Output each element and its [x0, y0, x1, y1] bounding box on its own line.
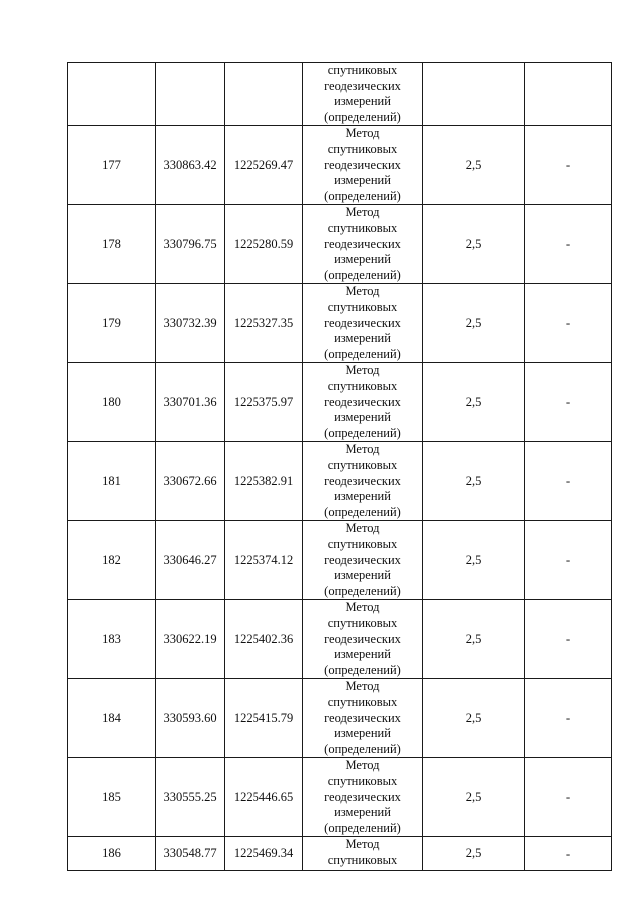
x-coordinate-cell: 330548.77	[156, 837, 225, 871]
method-cell	[303, 521, 423, 600]
method-cell	[303, 63, 423, 126]
method-cell	[303, 126, 423, 205]
x-coordinate-cell: 330796.75	[156, 205, 225, 284]
accuracy-cell: 2,5	[423, 126, 525, 205]
description-cell: -	[525, 521, 612, 600]
method-line: измерений	[334, 647, 391, 662]
method-line: (определений)	[324, 425, 401, 440]
x-coordinate-cell: 330555.25	[156, 758, 225, 837]
y-coordinate-cell: 1225446.65	[225, 758, 303, 837]
method-line: Метод	[345, 600, 380, 615]
table-row	[68, 837, 612, 871]
x-coordinate-cell: 330622.19	[156, 600, 225, 679]
method-line: спутниковых	[327, 694, 398, 709]
method-line: измерений	[334, 410, 391, 425]
table-row	[68, 205, 612, 284]
method-cell	[303, 600, 423, 679]
point-number-cell: 181	[68, 442, 156, 521]
table-row	[68, 600, 612, 679]
x-coordinate-cell: 330701.36	[156, 363, 225, 442]
method-line: Метод	[345, 679, 380, 694]
method-cell	[303, 205, 423, 284]
y-coordinate-cell: 1225374.12	[225, 521, 303, 600]
x-coordinate-cell	[156, 63, 225, 126]
method-line: (определений)	[324, 820, 401, 835]
method-line: (определений)	[324, 504, 401, 519]
table-row	[68, 442, 612, 521]
method-line: спутниковых	[327, 141, 398, 156]
description-cell	[525, 63, 612, 126]
accuracy-cell: 2,5	[423, 205, 525, 284]
method-line: геодезических	[324, 78, 401, 93]
point-number-cell: 183	[68, 600, 156, 679]
method-line: Метод	[345, 284, 380, 299]
method-line: спутниковых	[327, 852, 398, 867]
method-line: Метод	[345, 521, 380, 536]
method-line: спутниковых	[327, 773, 398, 788]
method-line: спутниковых	[327, 615, 398, 630]
y-coordinate-cell: 1225415.79	[225, 679, 303, 758]
table-row	[68, 679, 612, 758]
method-line: измерений	[334, 331, 391, 346]
accuracy-cell: 2,5	[423, 679, 525, 758]
method-line: (определений)	[324, 188, 401, 203]
description-cell: -	[525, 442, 612, 521]
method-line: спутниковых	[327, 457, 398, 472]
description-cell: -	[525, 679, 612, 758]
method-line: Метод	[345, 126, 380, 141]
method-line: Метод	[345, 363, 380, 378]
accuracy-cell	[423, 63, 525, 126]
point-number-cell: 179	[68, 284, 156, 363]
method-line: геодезических	[324, 710, 401, 725]
method-line: (определений)	[324, 267, 401, 282]
point-number-cell: 177	[68, 126, 156, 205]
description-cell: -	[525, 758, 612, 837]
method-cell	[303, 758, 423, 837]
method-line: геодезических	[324, 789, 401, 804]
method-cell	[303, 442, 423, 521]
point-number-cell	[68, 63, 156, 126]
method-line: (определений)	[324, 662, 401, 677]
method-cell	[303, 284, 423, 363]
y-coordinate-cell: 1225382.91	[225, 442, 303, 521]
accuracy-cell: 2,5	[423, 600, 525, 679]
method-line: геодезических	[324, 157, 401, 172]
accuracy-cell: 2,5	[423, 442, 525, 521]
description-cell: -	[525, 600, 612, 679]
method-line: Метод	[345, 837, 380, 852]
method-line: измерений	[334, 94, 391, 109]
accuracy-cell: 2,5	[423, 363, 525, 442]
table-row	[68, 63, 612, 126]
y-coordinate-cell	[225, 63, 303, 126]
point-number-cell: 178	[68, 205, 156, 284]
x-coordinate-cell: 330593.60	[156, 679, 225, 758]
method-line: (определений)	[324, 346, 401, 361]
description-cell: -	[525, 284, 612, 363]
y-coordinate-cell: 1225375.97	[225, 363, 303, 442]
y-coordinate-cell: 1225269.47	[225, 126, 303, 205]
method-line: спутниковых	[327, 63, 398, 77]
method-line: (определений)	[324, 583, 401, 598]
accuracy-cell: 2,5	[423, 284, 525, 363]
table-row	[68, 126, 612, 205]
method-line: спутниковых	[327, 299, 398, 314]
table-row	[68, 758, 612, 837]
x-coordinate-cell: 330732.39	[156, 284, 225, 363]
method-line: геодезических	[324, 473, 401, 488]
coordinates-table	[67, 62, 612, 871]
point-number-cell: 186	[68, 837, 156, 871]
method-line: геодезических	[324, 236, 401, 251]
description-cell: -	[525, 126, 612, 205]
method-line: Метод	[345, 758, 380, 773]
method-line: Метод	[345, 205, 380, 220]
description-cell: -	[525, 205, 612, 284]
table-row	[68, 284, 612, 363]
method-line: геодезических	[324, 394, 401, 409]
method-cell	[303, 679, 423, 758]
method-line: измерений	[334, 173, 391, 188]
method-line: геодезических	[324, 315, 401, 330]
accuracy-cell: 2,5	[423, 521, 525, 600]
method-line: спутниковых	[327, 536, 398, 551]
method-cell	[303, 837, 423, 871]
x-coordinate-cell: 330672.66	[156, 442, 225, 521]
point-number-cell: 185	[68, 758, 156, 837]
description-cell: -	[525, 837, 612, 871]
description-cell: -	[525, 363, 612, 442]
method-line: измерений	[334, 726, 391, 741]
method-line: геодезических	[324, 552, 401, 567]
method-line: Метод	[345, 442, 380, 457]
y-coordinate-cell: 1225402.36	[225, 600, 303, 679]
table-row	[68, 521, 612, 600]
method-line: (определений)	[324, 741, 401, 756]
x-coordinate-cell: 330863.42	[156, 126, 225, 205]
table-row	[68, 363, 612, 442]
method-line: измерений	[334, 252, 391, 267]
y-coordinate-cell: 1225469.34	[225, 837, 303, 871]
method-line: спутниковых	[327, 378, 398, 393]
method-cell	[303, 363, 423, 442]
y-coordinate-cell: 1225327.35	[225, 284, 303, 363]
method-line: измерений	[334, 489, 391, 504]
accuracy-cell: 2,5	[423, 837, 525, 871]
method-line: спутниковых	[327, 220, 398, 235]
method-line: измерений	[334, 805, 391, 820]
point-number-cell: 182	[68, 521, 156, 600]
method-line: геодезических	[324, 631, 401, 646]
coordinates-table-body	[68, 63, 612, 871]
accuracy-cell: 2,5	[423, 758, 525, 837]
x-coordinate-cell: 330646.27	[156, 521, 225, 600]
point-number-cell: 184	[68, 679, 156, 758]
point-number-cell: 180	[68, 363, 156, 442]
method-line: (определений)	[324, 109, 401, 124]
method-line: измерений	[334, 568, 391, 583]
y-coordinate-cell: 1225280.59	[225, 205, 303, 284]
